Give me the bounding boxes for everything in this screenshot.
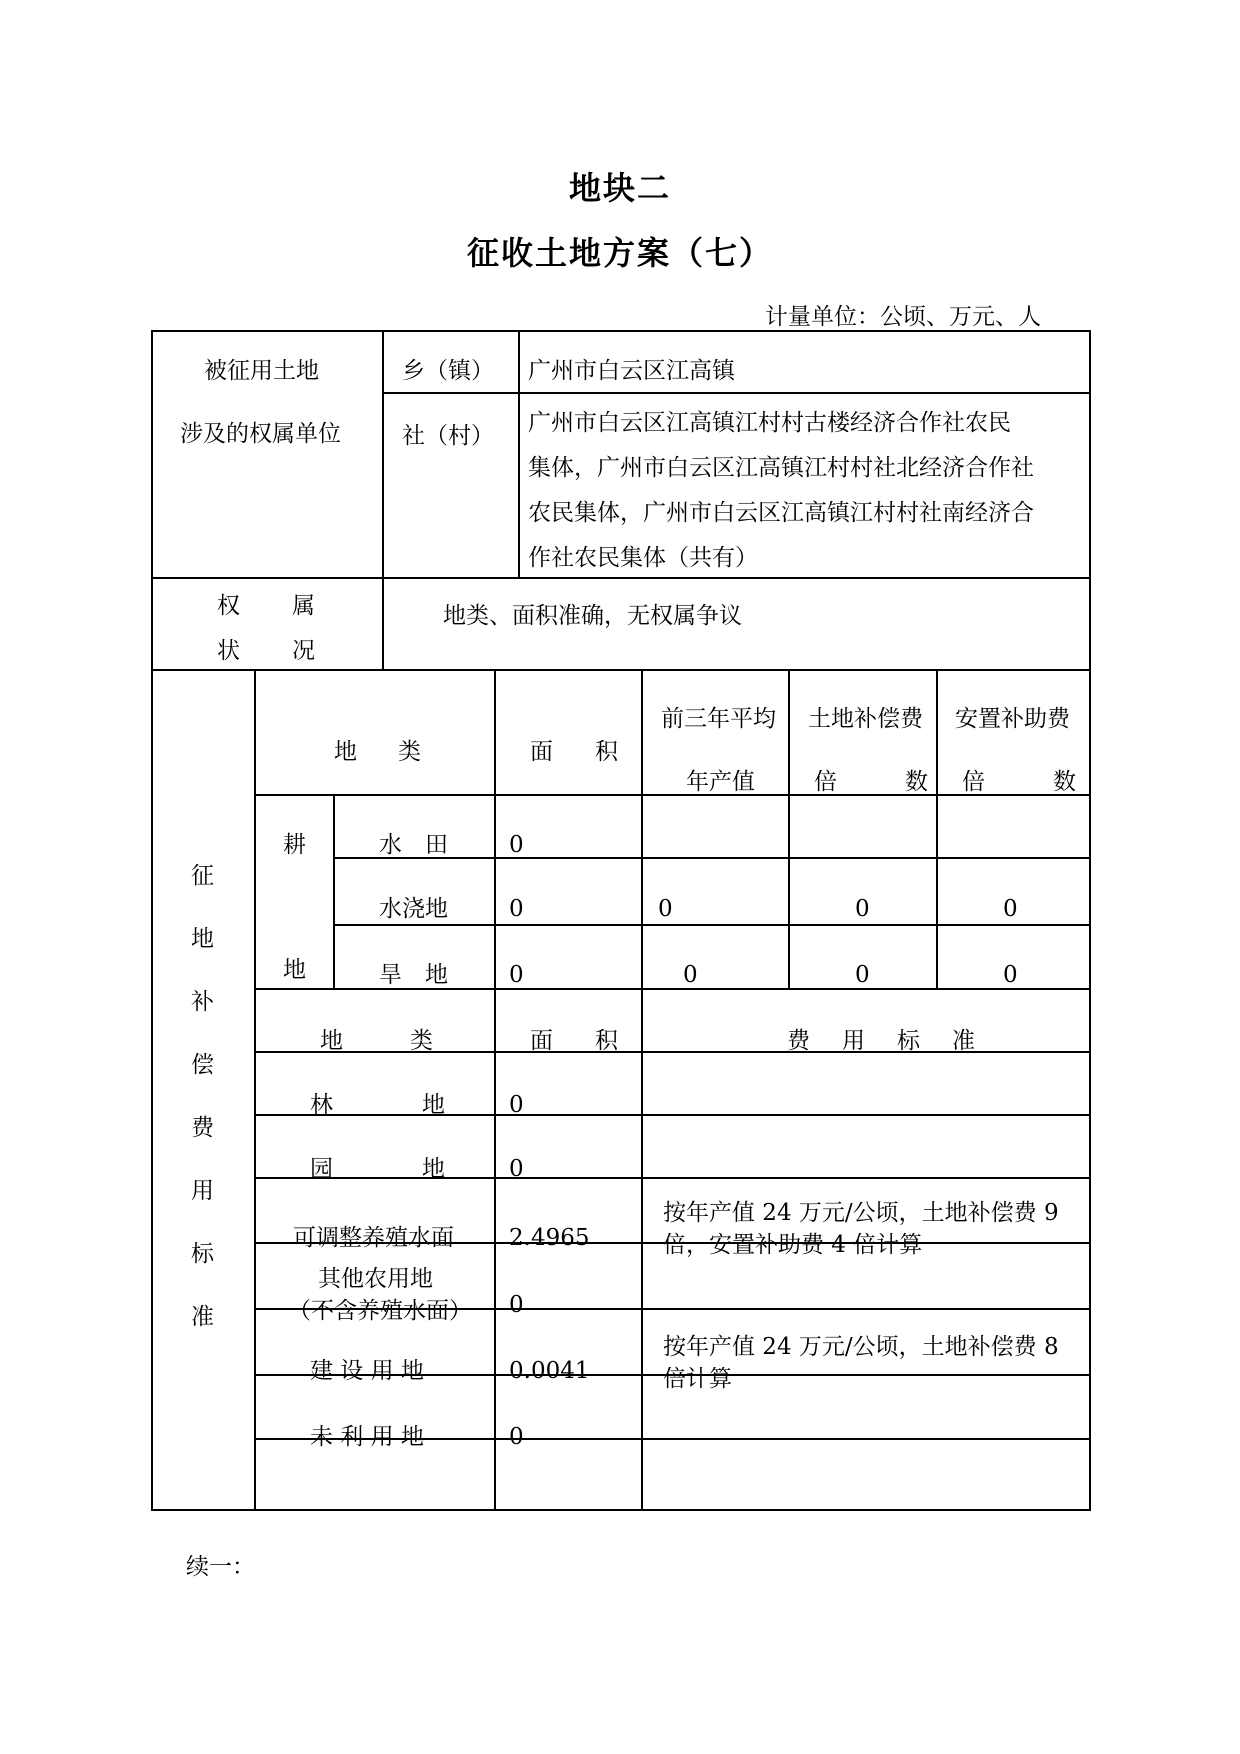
header-resettle: 倍 xyxy=(962,769,985,795)
forest-type: 林 xyxy=(310,1092,333,1118)
header-land-comp: 土地补偿费 xyxy=(808,706,923,732)
header-avg-output: 前三年平均 xyxy=(661,706,776,732)
table-border-right xyxy=(1089,330,1091,1511)
unit-note: 计量单位：公顷、万元、人 xyxy=(765,304,1041,330)
forest-area: 0 xyxy=(509,1092,524,1118)
cultivated-output: 0 xyxy=(683,962,698,988)
header-resettle: 安置补助费 xyxy=(955,706,1070,732)
grid-line xyxy=(254,1114,1090,1116)
grid-line xyxy=(333,924,1090,926)
owners-label-line1: 被征用土地 xyxy=(204,358,319,384)
township-label: 乡（镇） xyxy=(402,358,494,384)
header-area: 面 xyxy=(530,1028,553,1054)
grid-line xyxy=(382,392,1090,394)
grid-line xyxy=(254,1177,1090,1179)
ownership-status-value: 地类、面积准确，无权属争议 xyxy=(443,603,742,629)
table-border-bottom xyxy=(151,1509,1091,1511)
header-land-type: 地 xyxy=(334,739,357,765)
grid-line xyxy=(788,669,790,988)
other-agri-type: 其他农用地 xyxy=(318,1266,433,1292)
header-area: 面 xyxy=(530,739,553,765)
header-land-comp: 数 xyxy=(905,769,928,795)
side-label-char: 偿 xyxy=(191,1052,214,1078)
grid-line xyxy=(151,577,1091,579)
grid-line xyxy=(151,669,1091,671)
unused-area: 0 xyxy=(509,1424,524,1450)
village-label: 社（村） xyxy=(402,423,494,449)
garden-area: 0 xyxy=(509,1156,524,1182)
cultivated-output: 0 xyxy=(658,896,673,922)
header-land-type: 地 xyxy=(320,1028,343,1054)
ownership-label-char: 况 xyxy=(292,638,315,664)
construction-standard: 倍计算 xyxy=(663,1366,732,1392)
header-land-type: 类 xyxy=(398,739,421,765)
village-value-line: 广州市白云区江高镇江村村古楼经济合作社农民 xyxy=(528,410,1011,436)
grid-line xyxy=(936,669,938,988)
construction-type: 建 设 用 地 xyxy=(310,1358,424,1384)
township-value: 广州市白云区江高镇 xyxy=(528,358,735,384)
header-standard: 费 xyxy=(787,1028,810,1054)
header-avg-output: 年产值 xyxy=(686,769,755,795)
cultivated-label: 地 xyxy=(283,957,306,983)
aquaculture-standard: 按年产值 24 万元/公顷，土地补偿费 9 xyxy=(663,1200,1059,1226)
aquaculture-area: 2.4965 xyxy=(509,1225,590,1251)
side-label-char: 补 xyxy=(191,989,214,1015)
grid-line xyxy=(333,794,335,988)
cultivated-type: 水浇地 xyxy=(379,896,448,922)
aquaculture-standard: 倍，安置补助费 4 倍计算 xyxy=(663,1232,923,1258)
forest-type: 地 xyxy=(422,1092,445,1118)
side-label-char: 费 xyxy=(191,1115,214,1141)
side-label-char: 用 xyxy=(191,1178,214,1204)
header-area: 积 xyxy=(595,739,618,765)
unused-type: 未 利 用 地 xyxy=(310,1424,424,1450)
cultivated-type: 水 田 xyxy=(379,832,448,858)
side-label-char: 地 xyxy=(191,926,214,952)
garden-type: 地 xyxy=(422,1156,445,1182)
cultivated-area: 0 xyxy=(509,962,524,988)
owners-label-line2: 涉及的权属单位 xyxy=(180,421,341,447)
document-subtitle: 征收土地方案（七） xyxy=(466,234,773,272)
ownership-label-char: 权 xyxy=(217,593,240,619)
side-label-char: 征 xyxy=(191,863,214,889)
garden-type: 园 xyxy=(310,1156,333,1182)
ownership-label-char: 属 xyxy=(292,593,315,619)
cultivated-area: 0 xyxy=(509,832,524,858)
header-standard: 标 xyxy=(897,1028,920,1054)
construction-area: 0.0041 xyxy=(509,1358,590,1384)
village-value-line: 农民集体，广州市白云区江高镇江村村社南经济合 xyxy=(528,500,1034,526)
construction-standard: 按年产值 24 万元/公顷，土地补偿费 8 xyxy=(663,1334,1059,1360)
side-label-char: 准 xyxy=(191,1304,214,1330)
cultivated-land-mult: 0 xyxy=(855,896,870,922)
aquaculture-type: 可调整养殖水面 xyxy=(293,1225,454,1251)
table-border-top xyxy=(151,330,1091,332)
cultivated-resettle-mult: 0 xyxy=(1003,962,1018,988)
side-label-char: 标 xyxy=(191,1241,214,1267)
header-land-comp: 倍 xyxy=(814,769,837,795)
other-agri-type: （不含养殖水面） xyxy=(288,1298,472,1324)
cultivated-type: 旱 地 xyxy=(379,962,448,988)
header-resettle: 数 xyxy=(1053,769,1076,795)
village-value-line: 集体，广州市白云区江高镇江村村社北经济合作社 xyxy=(528,455,1034,481)
header-area: 积 xyxy=(595,1028,618,1054)
village-value-line: 作社农民集体（共有） xyxy=(528,545,758,571)
cultivated-label: 耕 xyxy=(283,832,306,858)
cultivated-resettle-mult: 0 xyxy=(1003,896,1018,922)
table-border-left xyxy=(151,330,153,1511)
continued-label: 续一： xyxy=(186,1554,255,1580)
ownership-label-char: 状 xyxy=(217,638,240,664)
grid-line xyxy=(382,330,384,670)
header-standard: 准 xyxy=(952,1028,975,1054)
grid-line xyxy=(518,330,520,578)
cultivated-area: 0 xyxy=(509,896,524,922)
header-land-type: 类 xyxy=(410,1028,433,1054)
header-standard: 用 xyxy=(842,1028,865,1054)
other-agri-area: 0 xyxy=(509,1292,524,1318)
cultivated-land-mult: 0 xyxy=(855,962,870,988)
document-title: 地块二 xyxy=(568,169,671,207)
